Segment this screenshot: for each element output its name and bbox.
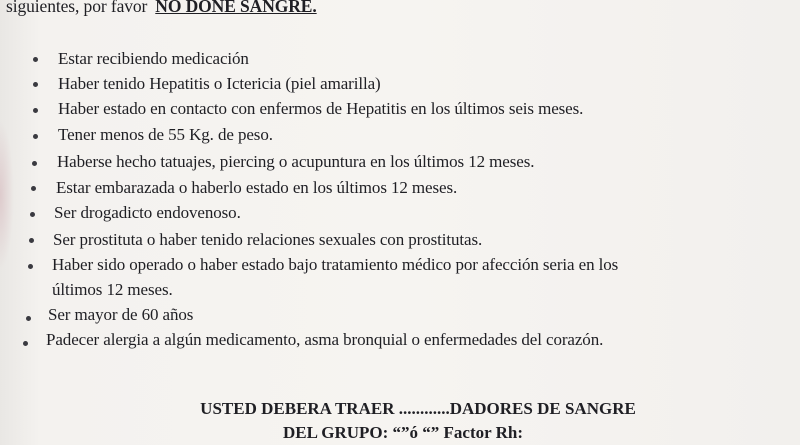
list-bullet bbox=[32, 161, 37, 166]
intro-prefix: siguientes, por favor bbox=[6, 0, 148, 16]
list-bullet bbox=[23, 341, 28, 346]
list-bullet bbox=[33, 57, 38, 62]
list-bullet bbox=[33, 82, 38, 87]
list-item: Padecer alergia a algún medicamento, asma bronquial o enfermedades del corazón. bbox=[46, 330, 604, 349]
list-bullet bbox=[33, 134, 38, 139]
list-item: Tener menos de 55 Kg. de peso. bbox=[58, 125, 273, 144]
list-item: Ser mayor de 60 años bbox=[48, 305, 194, 324]
footer-note bbox=[0, 397, 800, 445]
footer-line-1: USTED DEBERA TRAER ............DADORES DE SANGRE bbox=[200, 399, 636, 418]
list-bullet bbox=[26, 316, 31, 321]
list-item: Haber sido operado o haber estado bajo tratamiento médico por afección seria en los bbox=[52, 255, 619, 274]
list-item-continuation: últimos 12 meses. bbox=[52, 280, 173, 299]
list-item: Haber estado en contacto con enfermos de Hepatitis en los últimos seis meses. bbox=[58, 99, 584, 118]
list-item: Ser drogadicto endovenoso. bbox=[54, 203, 241, 222]
list-item: Ser prostituta o haber tenido relaciones sexuales con prostitutas. bbox=[53, 230, 483, 249]
list-item: Estar embarazada o haberlo estado en los últimos 12 meses. bbox=[56, 178, 458, 197]
list-item: Haber tenido Hepatitis o Ictericia (piel amarilla) bbox=[58, 74, 381, 93]
list-bullet bbox=[33, 108, 38, 113]
intro-emphasis: NO DONE SANGRE. bbox=[155, 0, 317, 16]
footer-line-2: DEL GRUPO: “”ó “” Factor Rh: bbox=[282, 423, 524, 442]
list-item: Haberse hecho tatuajes, piercing o acupuntura en los últimos 12 meses. bbox=[57, 152, 535, 171]
list-bullet bbox=[30, 212, 35, 217]
list-bullet bbox=[28, 264, 33, 269]
list-bullet bbox=[31, 186, 36, 191]
list-item: Estar recibiendo medicación bbox=[58, 49, 249, 68]
list-bullet bbox=[29, 238, 34, 243]
